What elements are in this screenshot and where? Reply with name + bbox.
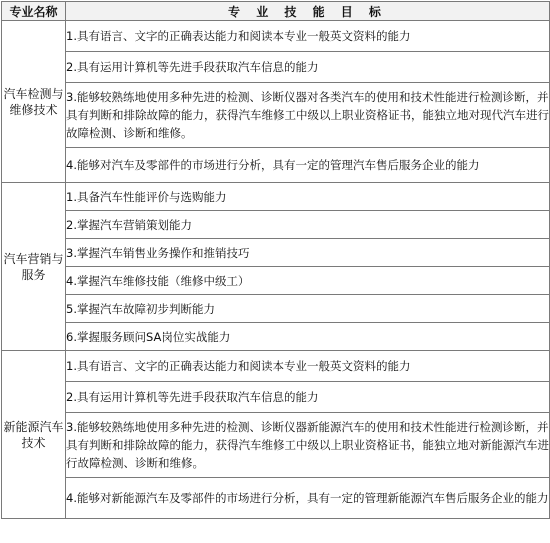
table-row: [2, 413, 550, 478]
goal-cell: 4.能够对汽车及零部件的市场进行分析，具有一定的管理汽车售后服务企业的能力: [66, 148, 550, 183]
table-row: [2, 211, 550, 239]
goal-cell: 1.具有语言、文字的正确表达能力和阅读本专业一般英文资料的能力: [66, 21, 550, 52]
table-row: [2, 52, 550, 83]
major-name: 汽车营销与服务: [2, 183, 66, 351]
goal-cell: 3.能够较熟练地使用多种先进的检测、诊断仪器对各类汽车的使用和技术性能进行检测诊断，并具有判断和排除故障的能力，获得汽车维修工中级以上职业资格证书，能独立地对现代汽车进行故障检测、诊断和维修。: [66, 83, 550, 148]
goal-cell: 4.掌握汽车维修技能（维修中级工）: [66, 267, 550, 295]
goal-cell: 1.具备汽车性能评价与选购能力: [66, 183, 550, 211]
table-row: [2, 267, 550, 295]
major-name: 新能源汽车技术: [2, 351, 66, 519]
table-row: [2, 183, 550, 211]
goal-cell: 2.具有运用计算机等先进手段获取汽车信息的能力: [66, 52, 550, 83]
table-row: [2, 148, 550, 183]
table-row: [2, 351, 550, 382]
header-major: 专业名称: [2, 2, 66, 21]
goal-cell: 6.掌握服务顾问SA岗位实战能力: [66, 323, 550, 351]
table-row: [2, 478, 550, 519]
header-row: [2, 2, 550, 21]
major-name: 汽车检测与维修技术: [2, 21, 66, 183]
table-row: [2, 382, 550, 413]
goal-cell: 4.能够对新能源汽车及零部件的市场进行分析，具有一定的管理新能源汽车售后服务企业的能力: [66, 478, 550, 519]
table-row: [2, 83, 550, 148]
table-row: [2, 295, 550, 323]
table-row: [2, 21, 550, 52]
header-goal: 专 业 技 能 目 标: [66, 2, 550, 21]
table-row: [2, 239, 550, 267]
goal-cell: 2.掌握汽车营销策划能力: [66, 211, 550, 239]
table-row: [2, 323, 550, 351]
goal-cell: 3.能够较熟练地使用多种先进的检测、诊断仪器新能源汽车的使用和技术性能进行检测诊断，并具有判断和排除故障的能力，获得汽车维修工中级以上职业资格证书，能独立地对新能源汽车进行故障检测、诊断和维修。: [66, 413, 550, 478]
goal-cell: 2.具有运用计算机等先进手段获取汽车信息的能力: [66, 382, 550, 413]
goal-cell: 1.具有语言、文字的正确表达能力和阅读本专业一般英文资料的能力: [66, 351, 550, 382]
skills-table: [1, 1, 550, 519]
goal-cell: 5.掌握汽车故障初步判断能力: [66, 295, 550, 323]
goal-cell: 3.掌握汽车销售业务操作和推销技巧: [66, 239, 550, 267]
